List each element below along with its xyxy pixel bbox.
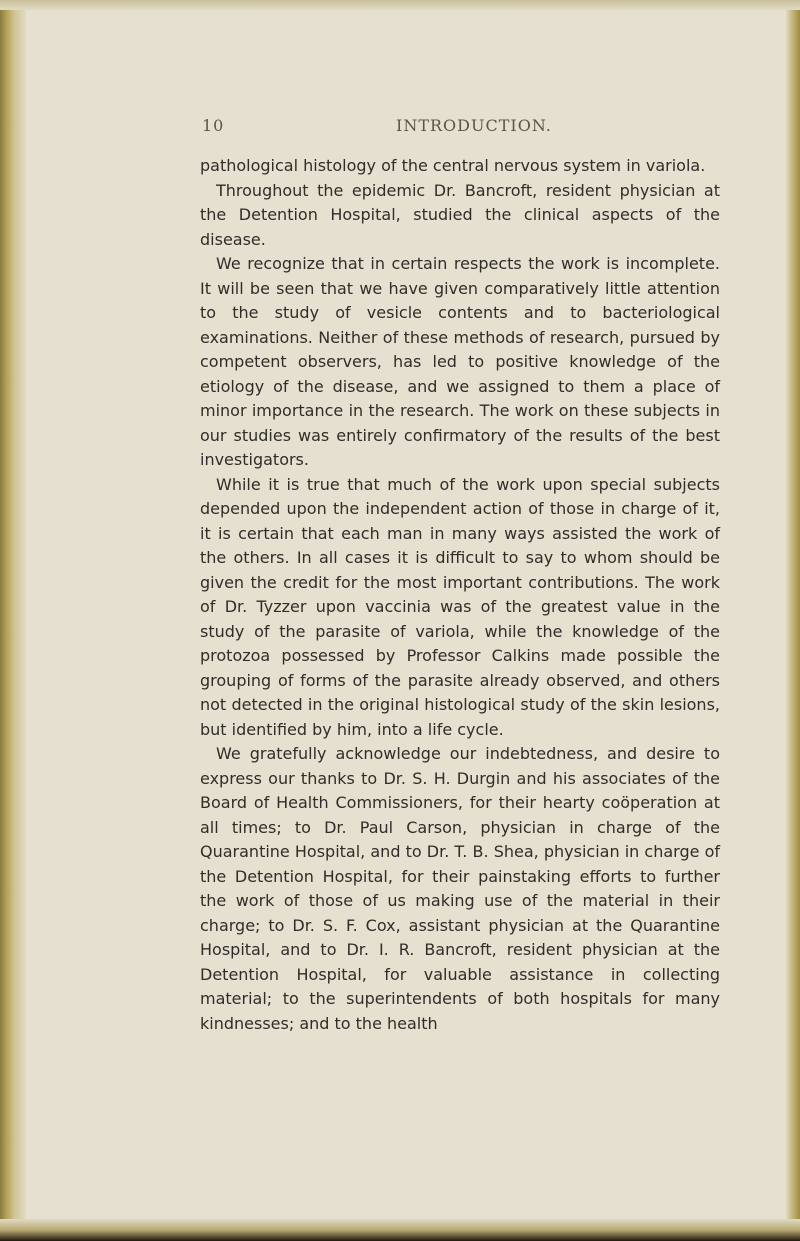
page-edge-right xyxy=(786,0,800,1241)
page-edge-top xyxy=(0,0,800,10)
page-edge-bottom xyxy=(0,1219,800,1241)
paragraph-5: We gratefully acknowledge our indebtedness, and desire to express our thanks to Dr. S. H. Durgin and his associates of the Board of Health Commissioners, for their hearty coöperation at all times; to Dr. Paul Carson, physician in charge of the Quarantine Hospital, and to Dr. T. B. Shea, physician in charge of the Detention Hospital, for their painstaking efforts to further the work of those of us making use of the material in their charge; to Dr. S. F. Cox, assistant physician at the Quarantine Hospital, and to Dr. I. R. Bancroft, resident physician at the Detention Hospital, for valuable assistance in collecting material; to the superintendents of both hospitals for many kindnesses; and to the health xyxy=(200,744,720,1033)
page-header xyxy=(202,116,552,140)
page-number: 10 xyxy=(202,116,225,135)
binding-edge-left xyxy=(0,0,26,1241)
paragraph-4: While it is true that much of the work upon special subjects depended upon the independent action of those in charge of it, it is certain that each man in many ways assisted the work of the others. In all cases it is difficult to say to whom should be given the credit for the most important contributions. The work of Dr. Tyzzer upon vaccinia was of the greatest value in the study of the parasite of variola, while the knowledge of the protozoa possessed by Professor Calkins made possible the grouping of forms of the parasite already observed, and others not detected in the original histological study of the skin lesions, but identified by him, into a life cycle. xyxy=(200,474,720,739)
paragraph-1: pathological histology of the central nervous system in variola. xyxy=(200,156,706,175)
paragraph-3: We recognize that in certain respects the work is incomplete. It will be seen that we have given comparatively little attention to the study of vesicle contents and to bacteriological examinations. Neither of these methods of research, pursued by competent observers, has led to positive knowledge of the etiology of the disease, and we assigned to them a place of minor importance in the research. The work on these subjects in our studies was entirely confirmatory of the results of the best investigators. xyxy=(200,254,720,469)
running-head: INTRODUCTION. xyxy=(396,116,552,135)
paragraph-2: Throughout the epidemic Dr. Bancroft, resident physician at the Detention Hospital, studied the clinical aspects of the disease. xyxy=(200,180,720,249)
body-text xyxy=(200,154,720,1036)
